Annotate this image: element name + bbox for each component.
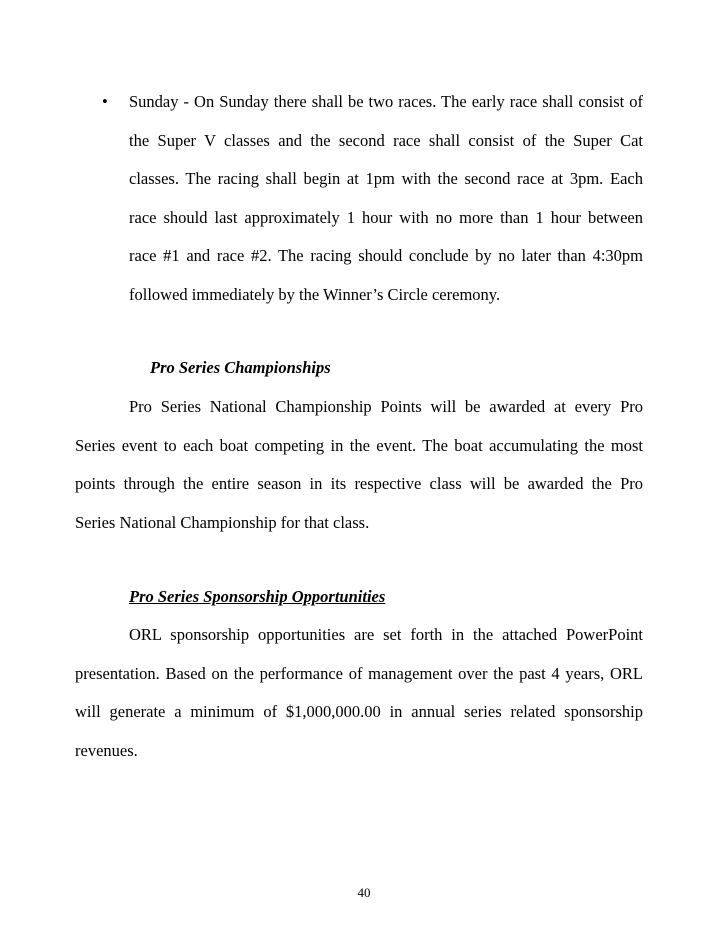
bullet-line: race #1 and race #2. The racing should conclude by no later than 4:30pm [129, 246, 643, 265]
section-heading: Pro Series Championships [150, 358, 331, 377]
paragraph-line: Pro Series National Championship Points will be awarded at every Pro [129, 397, 643, 416]
bullet-line: race should last approximately 1 hour with no more than 1 hour between [129, 208, 643, 227]
bullet-line: followed immediately by the Winner’s Circle ceremony. [129, 285, 501, 304]
paragraph-line: points through the entire season in its respective class will be awarded the Pro [75, 474, 643, 493]
paragraph-line: Series event to each boat competing in the event. The boat accumulating the most [75, 436, 643, 455]
bullet-line: classes. The racing shall begin at 1pm with the second race at 3pm. Each [129, 169, 643, 188]
paragraph-line: will generate a minimum of $1,000,000.00 in annual series related sponsorship [75, 702, 643, 721]
paragraph-line: presentation. Based on the performance of management over the past 4 years, ORL [75, 664, 643, 683]
bullet-marker: • [102, 92, 108, 111]
paragraph-line: Series National Championship for that class. [75, 513, 370, 532]
page-number: 40 [357, 885, 371, 900]
paragraph-line: ORL sponsorship opportunities are set forth in the attached PowerPoint [129, 625, 643, 644]
section-heading: Pro Series Sponsorship Opportunities [129, 587, 386, 606]
bullet-line: the Super V classes and the second race shall consist of the Super Cat [129, 131, 643, 150]
paragraph-line: revenues. [75, 741, 138, 760]
bullet-line: Sunday - On Sunday there shall be two races. The early race shall consist of [129, 92, 643, 111]
